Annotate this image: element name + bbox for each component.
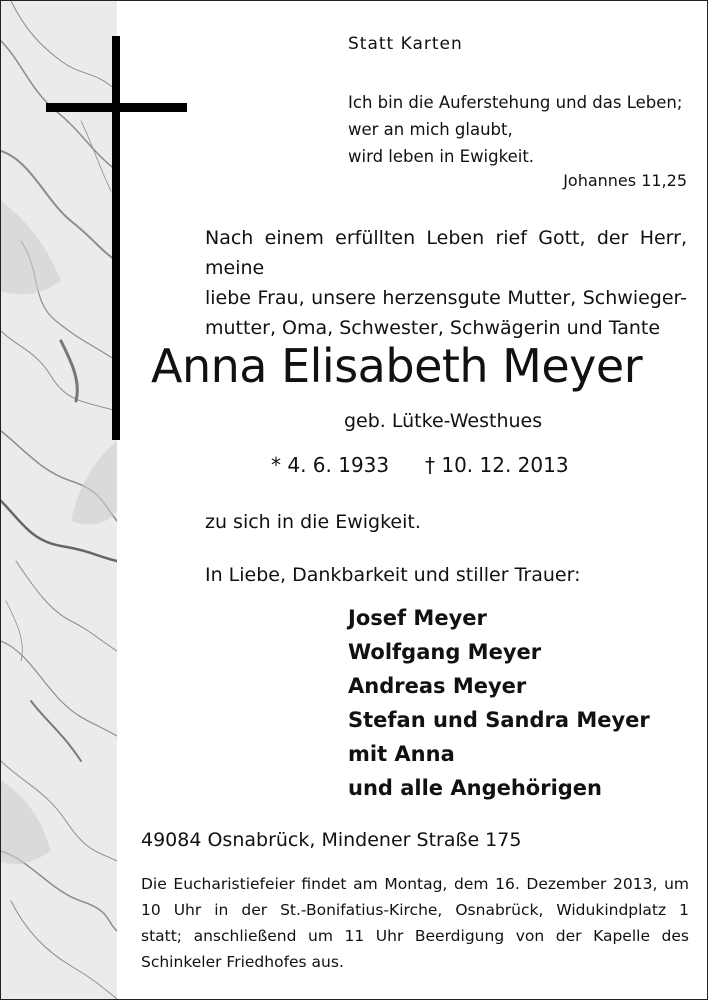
- mourner-name: Josef Meyer: [348, 606, 487, 630]
- verse-line: wird leben in Ewigkeit.: [348, 147, 535, 166]
- mourner-name: Stefan und Sandra Meyer: [348, 708, 650, 732]
- marble-border-decoration: [1, 1, 117, 999]
- cross-icon-horizontal-bar: [46, 103, 187, 112]
- deceased-name: Anna Elisabeth Meyer: [151, 339, 643, 393]
- service-line: 10 Uhr in der St.-Bonifatius-Kirche, Osnabrück, Widukindplatz 1: [141, 901, 689, 919]
- intro-line: Nach einem erfüllten Leben rief Gott, der Herr, meine: [205, 227, 687, 279]
- marble-texture: [1, 1, 117, 999]
- verse-reference: Johannes 11,25: [563, 171, 687, 190]
- verse-line: Ich bin die Auferstehung und das Leben;: [348, 93, 683, 112]
- service-line: Schinkeler Friedhofes aus.: [141, 953, 344, 971]
- mourner-name: und alle Angehörigen: [348, 776, 602, 800]
- service-details: [141, 871, 689, 975]
- mourning-line: In Liebe, Dankbarkeit und stiller Trauer:: [205, 564, 581, 586]
- intro-line: liebe Frau, unsere herzensgute Mutter, Schwieger-: [205, 287, 687, 309]
- maiden-name: geb. Lütke-Westhues: [344, 410, 543, 432]
- bible-verse: [348, 89, 682, 170]
- family-address: 49084 Osnabrück, Mindener Straße 175: [141, 829, 522, 851]
- cross-icon-vertical-bar: [112, 36, 120, 440]
- mourners-list: [348, 601, 650, 805]
- intro-line: mutter, Oma, Schwester, Schwägerin und Tante: [205, 317, 661, 339]
- statt-karten-heading: Statt Karten: [348, 34, 463, 54]
- birth-date: * 4. 6. 1933: [271, 453, 390, 477]
- service-line: statt; anschließend um 11 Uhr Beerdigung von der Kapelle des: [141, 927, 689, 945]
- verse-line: wer an mich glaubt,: [348, 120, 513, 139]
- intro-paragraph: [205, 223, 687, 343]
- death-date: † 10. 12. 2013: [425, 453, 569, 477]
- mourner-name: mit Anna: [348, 742, 455, 766]
- service-line: Die Eucharistiefeier findet am Montag, dem 16. Dezember 2013, um: [141, 875, 689, 893]
- mourner-name: Andreas Meyer: [348, 674, 527, 698]
- ewigkeit-line: zu sich in die Ewigkeit.: [205, 511, 421, 533]
- mourner-name: Wolfgang Meyer: [348, 640, 542, 664]
